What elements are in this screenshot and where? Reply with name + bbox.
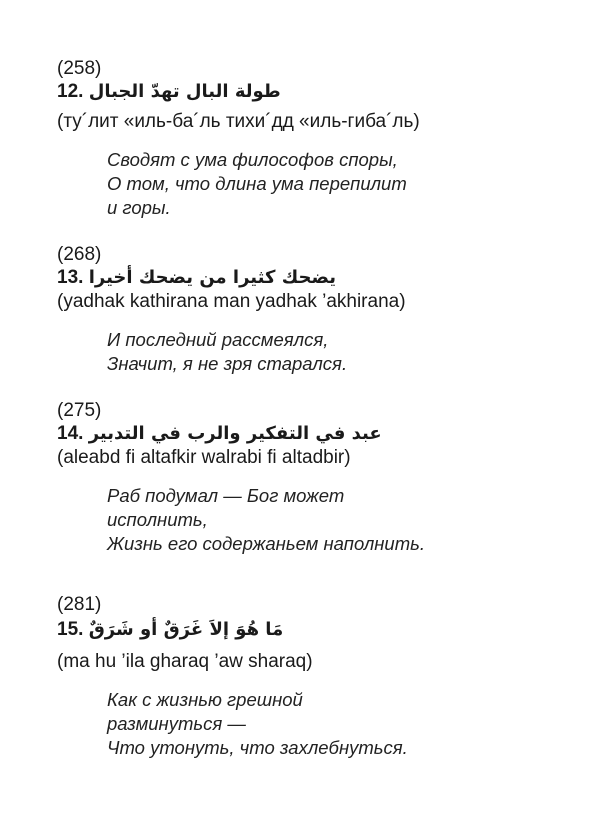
verse-line: Сводят с ума философов споры, [107, 149, 398, 170]
proverb-number: 14. [57, 423, 84, 444]
arabic-proverb: مَا هُوَ إلاَ غَرَقٌ أو شَرَقٌ [88, 619, 284, 640]
page-reference: (281) [57, 594, 102, 615]
verse-line: Как с жизнью грешной [107, 689, 303, 710]
proverb-entry [57, 58, 557, 220]
page-reference: (268) [57, 244, 102, 265]
page-reference: (258) [57, 58, 102, 79]
verse-translation [107, 688, 557, 760]
verse-line: разминуться — [107, 713, 246, 734]
proverb-heading [57, 618, 557, 642]
arabic-proverb: عبد في التفكير والرب في التدبير [88, 423, 382, 444]
proverb-heading [57, 266, 557, 290]
proverb-number: 13. [57, 267, 84, 288]
page-reference: (275) [57, 400, 102, 421]
proverb-entry [57, 400, 557, 556]
verse-line: и горы. [107, 197, 171, 218]
verse-line: Раб подумал — Бог может [107, 485, 345, 506]
verse-translation [107, 148, 557, 220]
verse-line: О том, что длина ума перепилит [107, 173, 407, 194]
arabic-proverb: يضحك كثيرا من يضحك أخيرا [88, 267, 336, 288]
verse-line: И последний рассмеялся, [107, 329, 329, 350]
proverb-entry [57, 594, 557, 760]
verse-line: Значит, я не зря старался. [107, 353, 348, 374]
verse-line: исполнить, [107, 509, 208, 530]
verse-line: Жизнь его содержаньем наполнить. [107, 533, 426, 554]
arabic-proverb: طولة البال تهدّ الجبال [88, 81, 281, 102]
transliteration: (ma hu ’ila gharaq ’aw sharaq) [57, 651, 313, 672]
verse-translation [107, 484, 557, 556]
transliteration: (ту´лит «иль-ба´ль тихи´дд «иль-гиба´ль) [57, 111, 420, 132]
proverb-number: 15. [57, 619, 84, 640]
proverb-number: 12. [57, 81, 84, 102]
proverb-heading [57, 422, 557, 446]
proverb-heading [57, 80, 557, 104]
proverb-entry [57, 244, 557, 376]
transliteration: (aleabd fi altafkir walrabi fi altadbir) [57, 447, 351, 468]
verse-line: Что утонуть, что захлебнуться. [107, 737, 408, 758]
verse-translation [107, 328, 557, 376]
transliteration: (yadhak kathirana man yadhak ’akhirana) [57, 291, 406, 312]
